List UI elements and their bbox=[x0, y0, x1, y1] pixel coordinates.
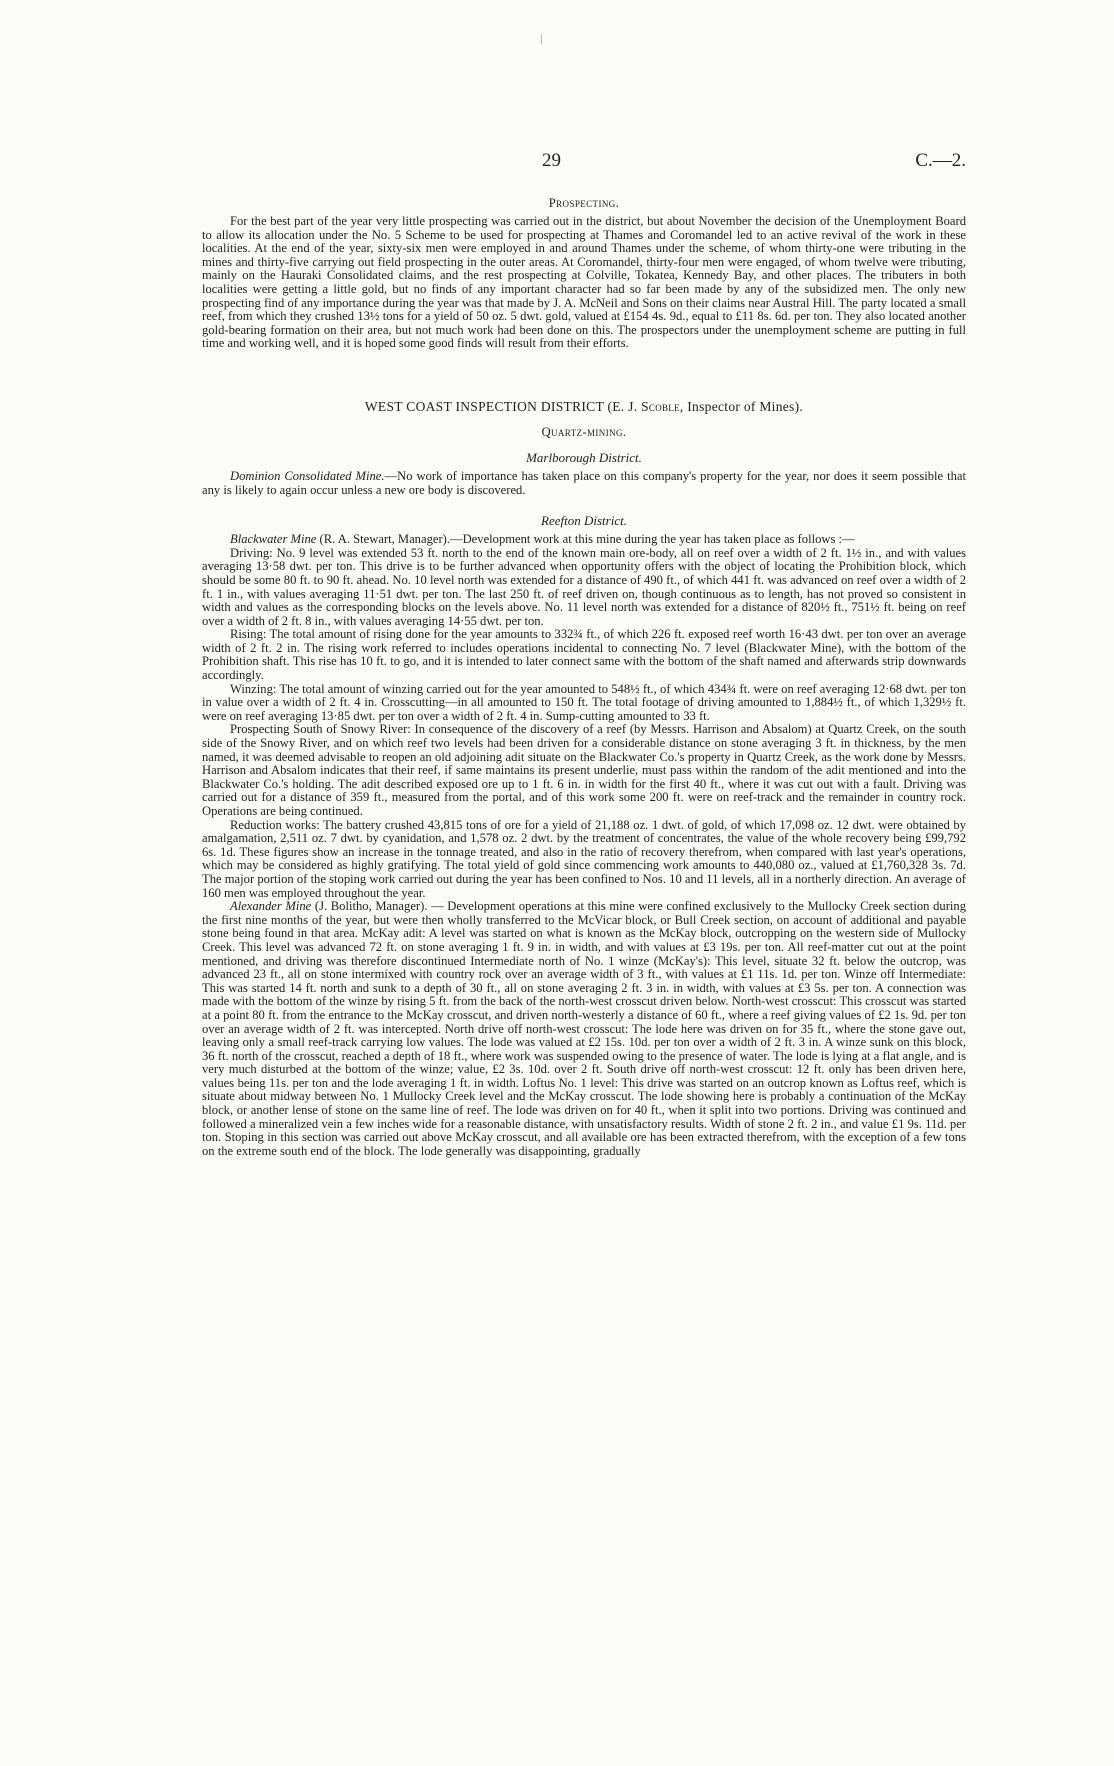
page-header bbox=[202, 150, 966, 190]
alexander-text: (J. Bolitho, Manager). — Development operations at this mine were confined exclusively to the Mullocky Creek section during the first nine months of the year, but were then wholly transferred to the McVicar block, or Bull Creek section, on account of additional and payable stone being found in that area. McKay adit: A level was started on what is known as the McKay block, outcropping on the western side of Mullocky Creek. This level was advanced 72 ft. on stone averaging 1 ft. 9 in. in width, and with values at £3 19s. per ton. All reef-matter cut out at the point mentioned, and driving was therefore discontinued Intermediate north of No. 1 winze (McKay's): This level, situate 32 ft. below the outcrop, was advanced 23 ft., all on stone intermixed with country rock over an average width of 3 ft., with values at £1 11s. 1d. per ton. Winze off Intermediate: This was started 14 ft. north and sunk to a depth of 30 ft., all on stone averaging 2 ft. 3 in. in width, with values at £3 5s. per ton. A connection was made with the bottom of the winze by rising 5 ft. from the back of the north-west crosscut driven below. North-west crosscut: This crosscut was started at a point 80 ft. from the entrance to the McKay crosscut, and driven north-westerly a distance of 60 ft., where a reef giving values of £2 1s. 9d. per ton over an average width of 2 ft. was intercepted. North drive off north-west crosscut: The lode here was driven on for 35 ft., where the stone gave out, leaving only a small reef-track carrying low values. The lode was valued at £2 15s. 10d. per ton over a width of 2 ft. 3 in. A winze sunk on this block, 36 ft. north of the crosscut, reached a depth of 18 ft., where work was suspended owing to the presence of water. The lode is lying at a flat angle, and is very much disturbed at the bottom of the winze; value, £2 3s. 10d. over 2 ft. South drive off north-west crosscut: 12 ft. only has been driven here, values being 11s. per ton and the lode averaging 1 ft. in width. Loftus No. 1 level: This drive was started on an outcrop known as Loftus reef, which is situate about midway between No. 1 Mullocky Creek level and the McKay crosscut. The lode showing here is probably a continuation of the McKay block, or another lense of stone on the same line of reef. The lode was driven on for 40 ft., when it split into two portions. Driving was continued and followed a mineralized vein a few inches wide for a reasonable distance, with unsatisfactory results. Width of stone 2 ft. 2 in., and value £1 9s. 11d. per ton. Stoping in this section was carried out above McKay crosscut, and all available ore has been extracted therefrom, with the exception of a few tons on the extreme south end of the block. The lode generally was disappointing, gradually bbox=[202, 899, 966, 1158]
quartz-mining-heading: Quartz-mining. bbox=[541, 424, 627, 439]
reduction-works-paragraph: Reduction works: The battery crushed 43,815 tons of ore for a yield of 21,188 oz. 1 dwt. of gold, of which 17,098 oz. 12 dwt. were obtained by amalgamation, 2,511 oz. 7 dwt. by cyanidation, and 1,578 oz. 2 dwt. by the treatment of concentrates, the value of the whole recovery being £99,792 6s. 1d. These figures show an increase in the tonnage treated, and also in the ratio of recovery therefrom, when compared with last year's operations, which may be considered as highly gratifying. The total yield of gold since commencing work amounts to 440,080 oz., valued at £1,760,328 3s. 7d. The major portion of the stoping work carried out during the year has been confined to Nos. 10 and 11 levels, all in a northerly direction. An average of 160 men was employed throughout the year. bbox=[202, 817, 966, 900]
district-title-main: WEST COAST INSPECTION DISTRICT (E. J. bbox=[364, 398, 638, 414]
district-title bbox=[202, 399, 966, 415]
district-title-inspector: Scoble bbox=[641, 398, 680, 414]
prospecting-south-paragraph: Prospecting South of Snowy River: In consequence of the discovery of a reef (by Messrs. Harrison and Absalom) at Quartz Creek, on the south side of the Snowy River, and on which reef two levels had been driven for a considerable distance on stone averaging 3 ft. in thickness, by the men named, it was deemed advisable to reopen an old adjoining adit situate on the Blackwater Co.'s property in Quartz Creek, as the work done by Messrs. Harrison and Absalom indicates that their reef, if same maintains its present underlie, must pass within the random of the adit mentioned and into the Blackwater Co.'s holding. The adit described exposed ore up to 1 ft. 6 in. in width for the first 40 ft., where it was cut out with a fault. Driving was carried out for a distance of 359 ft., measured from the portal, and of this work some 200 ft. were on reef-track and the remainder in country rock. Operations are being continued. bbox=[202, 722, 966, 818]
blackwater-intro: (R. A. Stewart, Manager).—Development work at this mine during the year has taken place as follows :— bbox=[316, 532, 855, 547]
page-number: 29 bbox=[542, 150, 561, 171]
document-page bbox=[202, 150, 966, 1158]
prospecting-heading: Prospecting. bbox=[548, 196, 620, 210]
marlborough-text: —No work of importance has taken place on this company's property for the year, nor does it seem possible that any is likely to again occur unless a new ore body is discovered. bbox=[202, 468, 966, 497]
scan-mark bbox=[541, 34, 542, 44]
district-title-end: , Inspector of Mines). bbox=[679, 398, 804, 414]
prospecting-paragraph: For the best part of the year very little prospecting was carried out in the district, but about November the decision of the Unemployment Board to allow its allocation under the No. 5 Scheme to be used for prospecting at Thames and Coromandel led to an active revival of the work in these localities. At the end of the year, sixty-six men were employed in and around Thames under the scheme, of whom thirty-one were tributing in the mines and thirty-five carrying out field prospecting in the outer areas. At Coromandel, thirty-four men were engaged, of whom twelve were tributing, mainly on the Hauraki Consolidated claims, and the rest prospecting at Colville, Tokatea, Kennedy Bay, and other places. The tributers in both localities were getting a little gold, but no finds of any important character had so far been made by any of the subsidized men. The only new prospecting find of any importance during the year was that made by J. A. McNeil and Sons on their claims near Austral Hill. The party located a small reef, from which they crushed 13½ tons for a yield of 50 oz. 5 dwt. gold, valued at £154 4s. 9d., equal to £11 8s. 6d. per ton. They also located another gold-bearing formation on their area, but not much work had been done on this. The prospectors under the unemployment scheme are putting in full time and working well, and it is hoped some good finds will result from their efforts. bbox=[202, 214, 966, 351]
rising-paragraph: Rising: The total amount of rising done for the year amounts to 332¾ ft., of which 226 ft. exposed reef worth 16·43 dwt. per ton over an average width of 2 ft. 2 in. The rising work referred to includes operations incidental to connecting No. 7 level (Blackwater Mine), with the bottom of the Prohibition shaft. This rise has 10 ft. to go, and it is intended to later connect same with the bottom of the shaft named and afterwards strip downwards accordingly. bbox=[202, 627, 966, 683]
document-reference: C.—2. bbox=[915, 150, 966, 171]
winzing-paragraph: Winzing: The total amount of winzing carried out for the year amounted to 548½ ft., of which 434¾ ft. were on reef averaging 12·68 dwt. per ton in value over a width of 2 ft. 4 in. Crosscutting—in all amounted to 150 ft. The total footage of driving amounted to 1,884½ ft., of which 1,329½ ft. were on reef averaging 13·85 dwt. per ton over a width of 2 ft. 4 in. Sump-cutting amounted to 33 ft. bbox=[202, 681, 966, 723]
blackwater-intro-paragraph bbox=[202, 533, 966, 547]
driving-paragraph: Driving: No. 9 level was extended 53 ft. north to the end of the known main ore-body, all on reef over a width of 2 ft. 1½ in., and with values averaging 13·58 dwt. per ton. This drive is to be further advanced when opportunity offers with the object of locating the Prohibition block, which should be some 80 ft. to 90 ft. ahead. No. 10 level north was extended for a distance of 490 ft., of which 441 ft. was advanced on reef over a width of 2 ft. 1 in., with values averaging 11·51 dwt. per ton. The last 250 ft. of reef driven on, though continuous as to length, has not proved so consistent in width and values as the corresponding blocks on the levels above. No. 11 level north was extended for a distance of 820½ ft., 751½ ft. being on reef over a width of 2 ft. 8 in., with values averaging 14·55 dwt. per ton. bbox=[202, 545, 966, 628]
alexander-paragraph bbox=[202, 900, 966, 1158]
marlborough-paragraph bbox=[202, 470, 966, 497]
reefton-heading: Reefton District. bbox=[541, 513, 627, 529]
marlborough-heading: Marlborough District. bbox=[526, 449, 642, 465]
marlborough-mine-name: Dominion Consolidated Mine. bbox=[230, 468, 385, 483]
blackwater-mine-name: Blackwater Mine bbox=[230, 532, 317, 547]
alexander-mine-name: Alexander Mine bbox=[230, 899, 312, 914]
